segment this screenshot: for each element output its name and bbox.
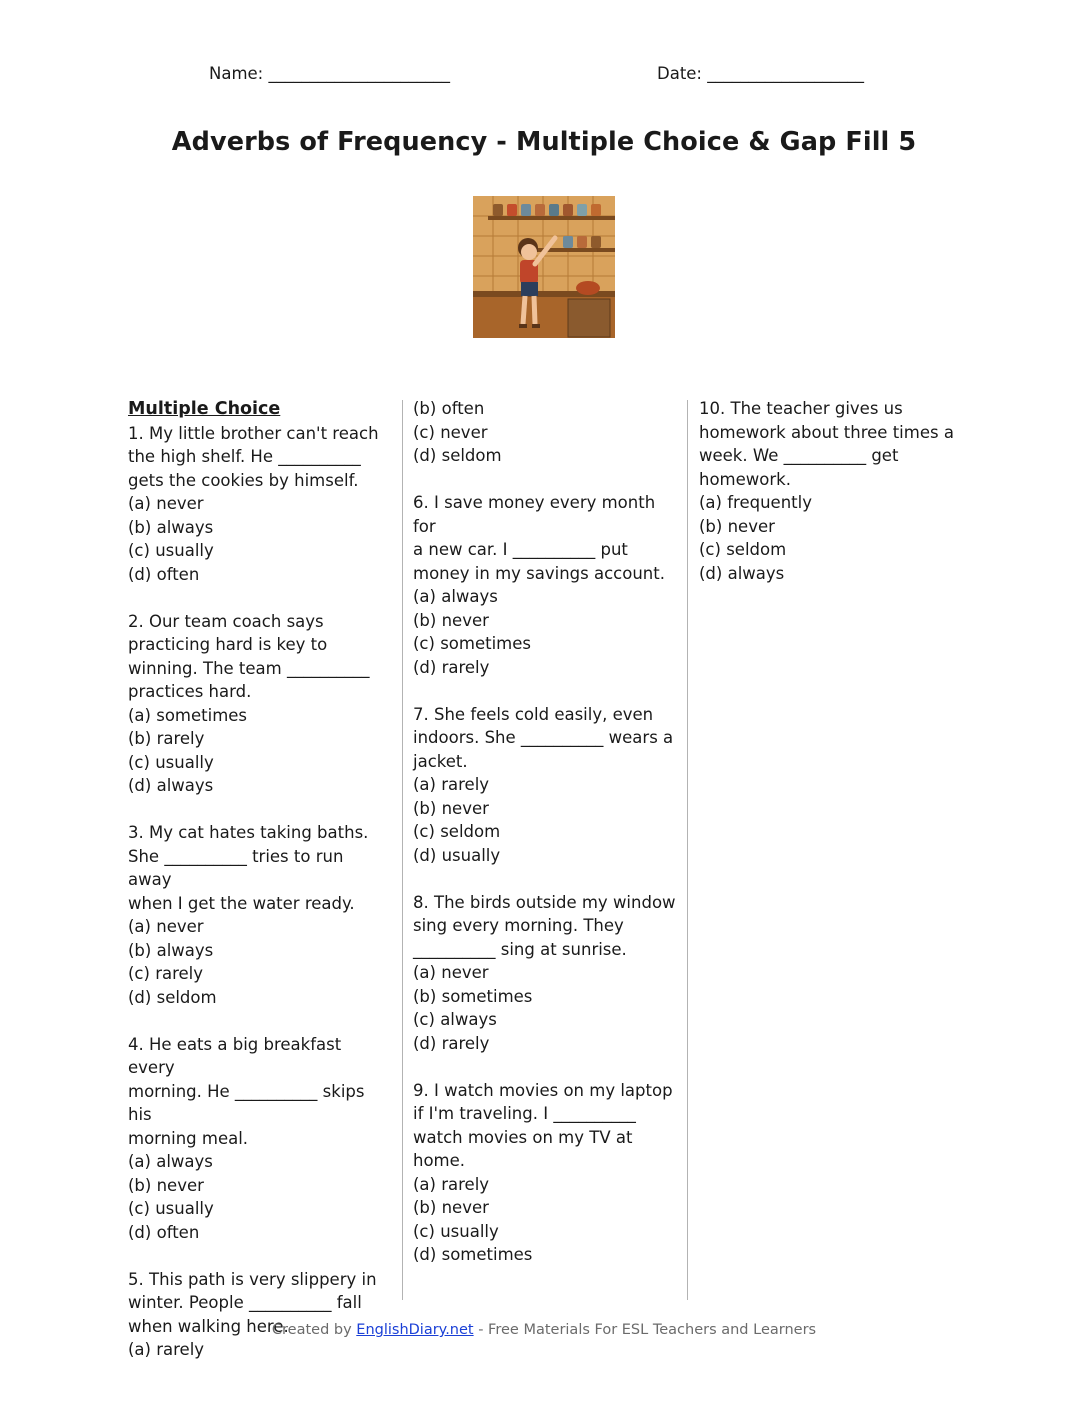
footer-prefix: Created by [271,1322,357,1338]
column-1-questions: 1. My little brother can't reach the high shelf. He __________ gets the cookies by himself. (a) never (b) always (c) usually (d) often 2. Our team coach says practicing hard is key to winning. The team __________ practices hard. (a) sometimes (b) rarely (c) usually (d) always 3. My cat hates taking baths. She __________ tries to run away when I get the water ready. (a) never (b) always (c) rarely (d) seldom 4. He eats a big breakfast every morning. He __________ skips his morning meal. (a) always (b) never (c) usually (d) often 5. This path is very slippery in winter. People __________ fall when walking here. (a) rarely [128,423,379,1359]
date-field-label: Date: ___________________ [657,64,864,83]
column-divider-2 [687,400,688,1300]
section-heading-multiple-choice: Multiple Choice [128,399,281,419]
name-field-label: Name: ______________________ [209,64,450,83]
englishdiary-link[interactable]: EnglishDiary.net [356,1322,474,1338]
footer-suffix: - Free Materials For ESL Teachers and Learners [473,1322,817,1338]
kitchen-illustration [473,196,615,338]
column-2-questions: (b) often (c) never (d) seldom 6. I save money every month for a new car. I __________ put money in my savings account. (a) always (b) never (c) sometimes (d) rarely 7. She feels cold easily, even indoors. She __________ wears a jacket. (a) rarely (b) never (c) seldom (d) usually 8. The birds outside my window sing every morning. They __________ sing at sunrise. (a) never (b) sometimes (c) always (d) rarely 9. I watch movies on my laptop if I'm traveling. I __________ watch movies on my TV at home. (a) rarely (b) never (c) usually (d) sometimes [413,399,676,1264]
column-1 [128,397,392,1362]
column-2 [413,397,677,1267]
column-divider-1 [402,400,403,1300]
worksheet-title: Adverbs of Frequency - Multiple Choice & Gap Fill 5 [171,127,917,157]
column-3-questions: 10. The teacher gives us homework about three times a week. We __________ get homework. (a) frequently (b) never (c) seldom (d) always [699,399,954,583]
column-3 [699,397,963,585]
footer [0,1322,1088,1338]
